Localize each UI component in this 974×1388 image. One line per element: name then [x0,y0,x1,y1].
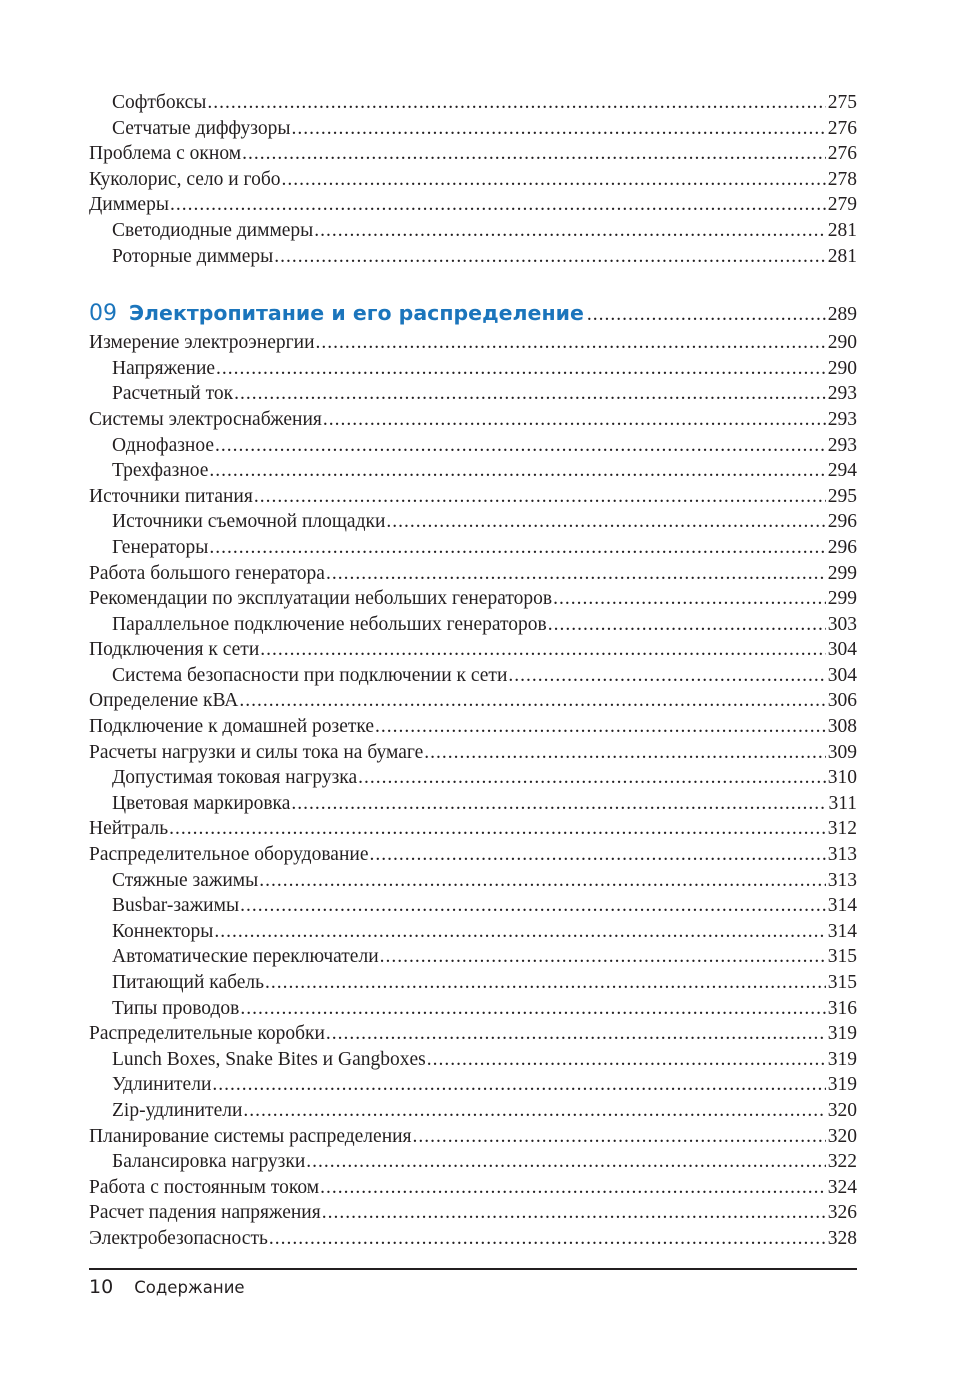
toc-entry-title: Напряжение [112,357,216,379]
toc-entry[interactable] [89,612,857,638]
leader-dots [548,612,826,638]
footer-section-title: Содержание [134,1278,245,1297]
toc-entry-page: 279 [827,194,857,216]
toc-entry-title: Планирование системы распределения [89,1125,412,1147]
toc-entry-page: 326 [827,1202,857,1224]
leader-dots [386,509,825,535]
toc-entry-page: 319 [827,1048,857,1070]
toc-entry-page: 309 [827,741,857,763]
toc-entry-title: Измерение электроэнергии [89,332,315,354]
toc-entry-page: 276 [827,117,857,139]
leader-dots [214,919,825,945]
toc-entry[interactable] [89,586,857,612]
toc-entry-page: 310 [827,767,857,789]
leader-dots [322,1200,826,1226]
toc-entry[interactable] [89,663,857,689]
toc-entry-title: Балансировка нагрузки [112,1151,306,1173]
toc-entry-page: 275 [827,92,857,113]
toc-entry-page: 313 [827,869,857,891]
toc-entry-page: 320 [827,1099,857,1121]
table-of-contents [89,90,857,1252]
footer-rule [89,1268,857,1270]
leader-dots [215,433,826,459]
toc-entry-title: Подключение к домашней розетке [89,716,375,738]
toc-entry[interactable] [89,141,857,167]
leader-dots [170,192,826,218]
leader-dots [306,1149,825,1175]
toc-entry-title: Диммеры [89,194,169,216]
toc-entry-page: 281 [827,219,857,241]
toc-entry-page: 312 [827,818,857,840]
toc-entry-page: 319 [827,1023,857,1045]
toc-entry[interactable] [89,893,857,919]
toc-entry-page: 314 [827,895,857,917]
toc-entry-title: Электробезопасность [89,1227,268,1249]
toc-entry[interactable] [89,244,857,270]
leader-dots [269,1226,826,1252]
toc-entry-title: Подключения к сети [89,639,260,661]
toc-entry[interactable] [89,1200,857,1226]
leader-dots [169,816,826,842]
toc-entry-page: 294 [827,460,857,482]
toc-entry[interactable] [89,919,857,945]
toc-entry[interactable] [89,356,857,382]
toc-entry-title: Lunch Boxes, Snake Bites и Gangboxes [112,1048,426,1070]
toc-entry[interactable] [89,791,857,817]
toc-entry[interactable] [89,1021,857,1047]
leader-dots [424,740,825,766]
toc-entry-page: 320 [827,1125,857,1147]
toc-entry-page: 322 [827,1151,857,1173]
toc-entry-title: Куколорис, село и гобо [89,168,281,190]
leader-dots [427,1047,826,1073]
chapter-heading[interactable] [89,297,857,329]
chapter-title: Электропитание и его распределение [129,301,584,326]
toc-entry[interactable] [89,1124,857,1150]
leader-dots [380,944,826,970]
leader-dots [265,970,826,996]
leader-dots [323,407,826,433]
toc-entry[interactable] [89,561,857,587]
page-footer [89,1276,245,1298]
leader-dots [207,90,825,116]
leader-dots [369,842,825,868]
leader-dots [240,996,825,1022]
toc-entry[interactable] [89,509,857,535]
leader-dots [243,1098,825,1124]
toc-entry-page: 303 [827,613,857,635]
toc-entry-page: 319 [827,1074,857,1096]
toc-entry-page: 328 [827,1227,857,1249]
toc-entry-title: Система безопасности при подключении к сети [112,664,508,686]
leader-dots [239,688,825,714]
toc-entry[interactable] [89,765,857,791]
toc-entry-page: 293 [827,408,857,430]
leader-dots [282,167,826,193]
toc-entry-page: 281 [827,245,857,267]
leader-dots [209,458,825,484]
toc-entry-title: Однофазное [112,434,215,456]
toc-entry-title: Нейтраль [89,818,169,840]
chapter-number: 09 [89,301,117,327]
toc-entry-title: Распределительные коробки [89,1023,325,1045]
toc-entry-title: Параллельное подключение небольших генераторов [112,613,547,635]
leader-dots [242,141,826,167]
toc-entry-page: 299 [827,562,857,584]
toc-entry-title: Удлинители [112,1074,212,1096]
toc-entry-page: 293 [827,383,857,405]
toc-entry-title: Системы электроснабжения [89,408,322,430]
toc-entry-title: Расчет падения напряжения [89,1202,321,1224]
leader-dots [216,356,826,382]
leader-dots [553,586,826,612]
toc-entry-page: 296 [827,511,857,533]
toc-entry-title: Проблема с окном [89,143,242,165]
leader-dots [358,765,826,791]
toc-entry[interactable] [89,714,857,740]
toc-entry[interactable] [89,1175,857,1201]
toc-entry-title: Определение кВА [89,690,239,712]
toc-group-previous-chapter [89,90,857,269]
toc-entry[interactable] [89,433,857,459]
footer-page-number: 10 [89,1276,114,1298]
toc-entry[interactable] [89,740,857,766]
toc-entry-page: 315 [827,946,857,968]
leader-dots [254,484,826,510]
leader-dots [209,535,825,561]
toc-entry-page: 308 [827,716,857,738]
toc-entry-title: Работа большого генератора [89,562,325,584]
toc-entry[interactable] [89,381,857,407]
toc-entry-title: Типы проводов [112,997,240,1019]
toc-entry-page: 296 [827,536,857,558]
toc-entry-title: Светодиодные диммеры [112,219,314,241]
toc-entry-page: 293 [827,434,857,456]
toc-entry-title: Софтбоксы [112,92,207,113]
toc-entry-title: Питающий кабель [112,972,265,993]
toc-entry-page: 278 [827,168,857,190]
toc-entry-title: Стяжные зажимы [112,869,259,891]
leader-dots [260,637,825,663]
leader-dots [413,1124,826,1150]
toc-entry-page: 290 [827,332,857,354]
toc-entry[interactable] [89,637,857,663]
toc-entry-page: 304 [827,664,857,686]
toc-entry[interactable] [89,944,857,970]
chapter-page: 289 [827,304,857,326]
toc-entry-page: 316 [827,997,857,1019]
toc-entry-page: 290 [827,357,857,379]
leader-dots [292,116,826,142]
toc-entry-title: Расчетный ток [112,383,234,405]
leader-dots [316,330,826,356]
leader-dots [291,791,826,817]
toc-entry[interactable] [89,970,857,996]
toc-entry-page: 299 [827,588,857,610]
toc-entry-page: 306 [827,690,857,712]
toc-entry[interactable] [89,842,857,868]
leader-dots [234,381,826,407]
toc-entry-title: Сетчатые диффузоры [112,117,291,139]
toc-entry[interactable] [89,167,857,193]
toc-entry-title: Роторные диммеры [112,245,274,267]
toc-group-chapter-09 [89,297,857,1251]
toc-entry-page: 295 [827,485,857,507]
toc-entry-page: 313 [827,844,857,866]
leader-dots [326,1021,826,1047]
leader-dots [375,714,826,740]
toc-entry-page: 304 [827,639,857,661]
toc-entry[interactable] [89,484,857,510]
toc-entry-title: Трехфазное [112,460,209,482]
chapter-entries [89,330,857,1251]
toc-entry-page: 315 [827,972,857,993]
toc-entry-title: Рекомендации по эксплуатации небольших генераторов [89,588,553,610]
leader-dots [326,561,826,587]
leader-dots [314,218,825,244]
toc-entry-title: Работа с постоянным током [89,1176,320,1198]
leader-dots [587,299,826,331]
toc-entry[interactable] [89,458,857,484]
toc-entry[interactable] [89,688,857,714]
toc-entry-title: Источники съемочной площадки [112,511,386,533]
toc-entry-page: 314 [827,920,857,942]
toc-entry-title: Коннекторы [112,920,214,942]
toc-entry[interactable] [89,816,857,842]
leader-dots [212,1072,825,1098]
leader-dots [320,1175,826,1201]
toc-entry-page: 324 [827,1176,857,1198]
toc-entry[interactable] [89,407,857,433]
toc-entry[interactable] [89,116,857,142]
toc-entry[interactable] [89,1098,857,1124]
toc-entry-title: Zip-удлинители [112,1099,243,1121]
leader-dots [240,893,826,919]
toc-entry-title: Автоматические переключатели [112,946,379,968]
toc-entry-title: Busbar-зажимы [112,895,240,917]
leader-dots [259,868,826,894]
leader-dots [508,663,825,689]
toc-entry-title: Расчеты нагрузки и силы тока на бумаге [89,741,424,763]
toc-entry[interactable] [89,1072,857,1098]
toc-entry[interactable] [89,330,857,356]
toc-entry[interactable] [89,1047,857,1073]
leader-dots [274,244,826,270]
toc-entry[interactable] [89,192,857,218]
toc-entry-title: Источники питания [89,485,253,507]
toc-entry-title: Генераторы [112,536,209,558]
toc-entry-page: 276 [827,143,857,165]
toc-entry[interactable] [89,1226,857,1252]
toc-entry[interactable] [89,218,857,244]
toc-entry-title: Цветовая маркировка [112,792,291,814]
toc-entry-title: Распределительное оборудование [89,844,369,866]
toc-entry[interactable] [89,90,857,116]
toc-entry[interactable] [89,535,857,561]
toc-entry[interactable] [89,996,857,1022]
toc-entry-page: 311 [828,792,857,814]
toc-entry[interactable] [89,868,857,894]
toc-entry-title: Допустимая токовая нагрузка [112,767,358,789]
toc-entry[interactable] [89,1149,857,1175]
